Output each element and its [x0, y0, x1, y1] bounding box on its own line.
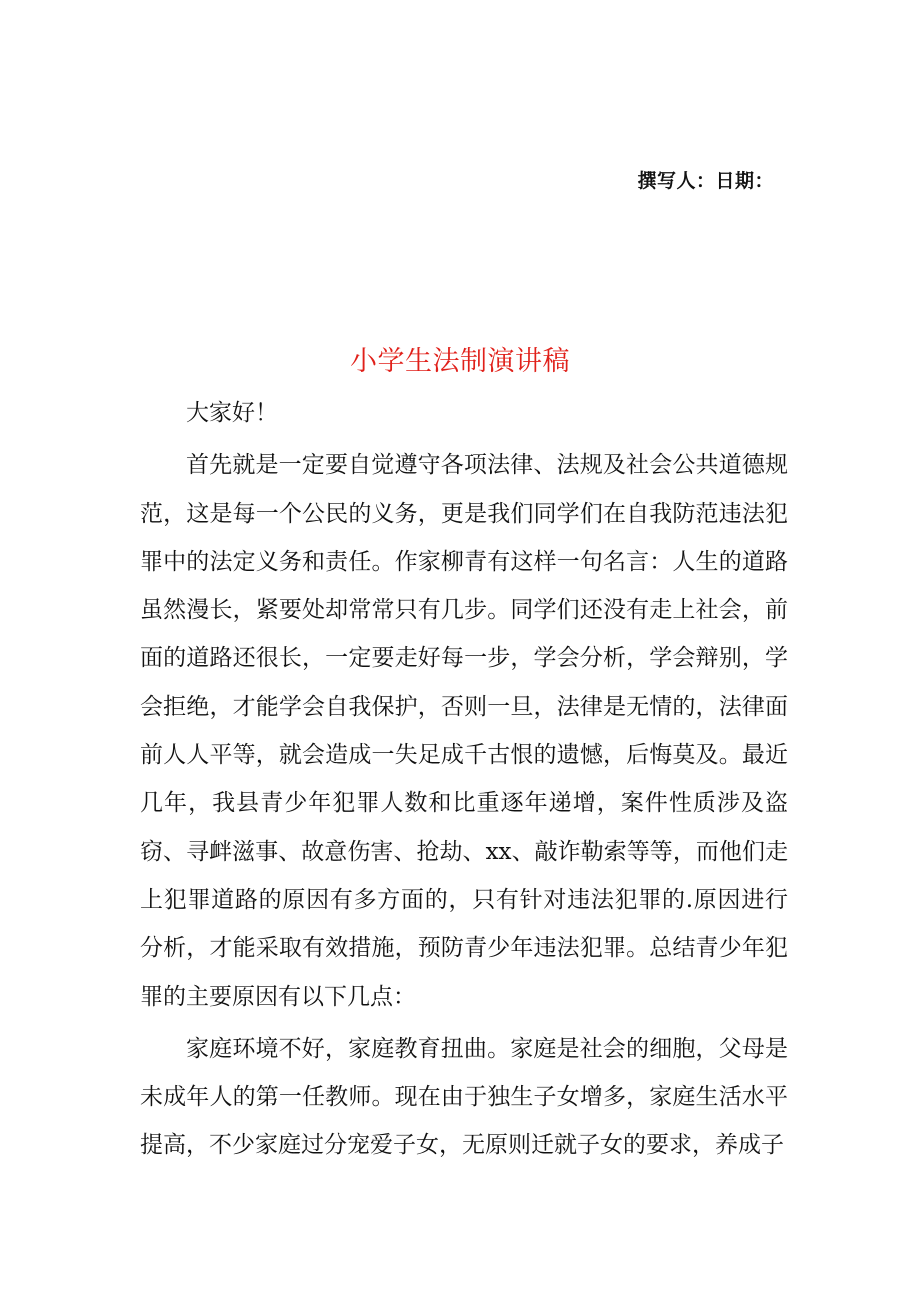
- document-title: 小学生法制演讲稿: [350, 346, 570, 377]
- document-body: [140, 389, 788, 1174]
- paragraph-1: 首先就是一定要自觉遵守各项法律、法规及社会公共道德规范，这是每一个公民的义务，更是我们同学们在自我防范违法犯罪中的法定义务和责任。作家柳青有这样一句名言：人生的道路虽然漫长，紧要处却常常只有几步。同学们还没有走上社会，前面的道路还很长，一定要走好每一步，学会分析，学会辩别，学会拒绝，才能学会自我保护，否则一旦，法律是无情的，法律面前人人平等，就会造成一失足成千古恨的遗憾，后悔莫及。最近几年，我县青少年犯罪人数和比重逐年递增，案件性质涉及盗窃、寻衅滋事、故意伤害、抢劫、xx、敲诈勒索等等，而他们走上犯罪道路的原因有多方面的，只有针对违法犯罪的.原因进行分析，才能采取有效措施，预防青少年违法犯罪。总结青少年犯罪的主要原因有以下几点：: [140, 452, 788, 1010]
- greeting: 大家好！: [186, 400, 278, 426]
- paragraph-2: 家庭环境不好，家庭教育扭曲。家庭是社会的细胞，父母是未成年人的第一任教师。现在由于独生子女增多，家庭生活水平提高，不少家庭过分宠爱子女，无原则迁就子女的要求，养成子: [140, 1035, 788, 1159]
- author-date-line: 撰写人：日期：: [637, 170, 774, 192]
